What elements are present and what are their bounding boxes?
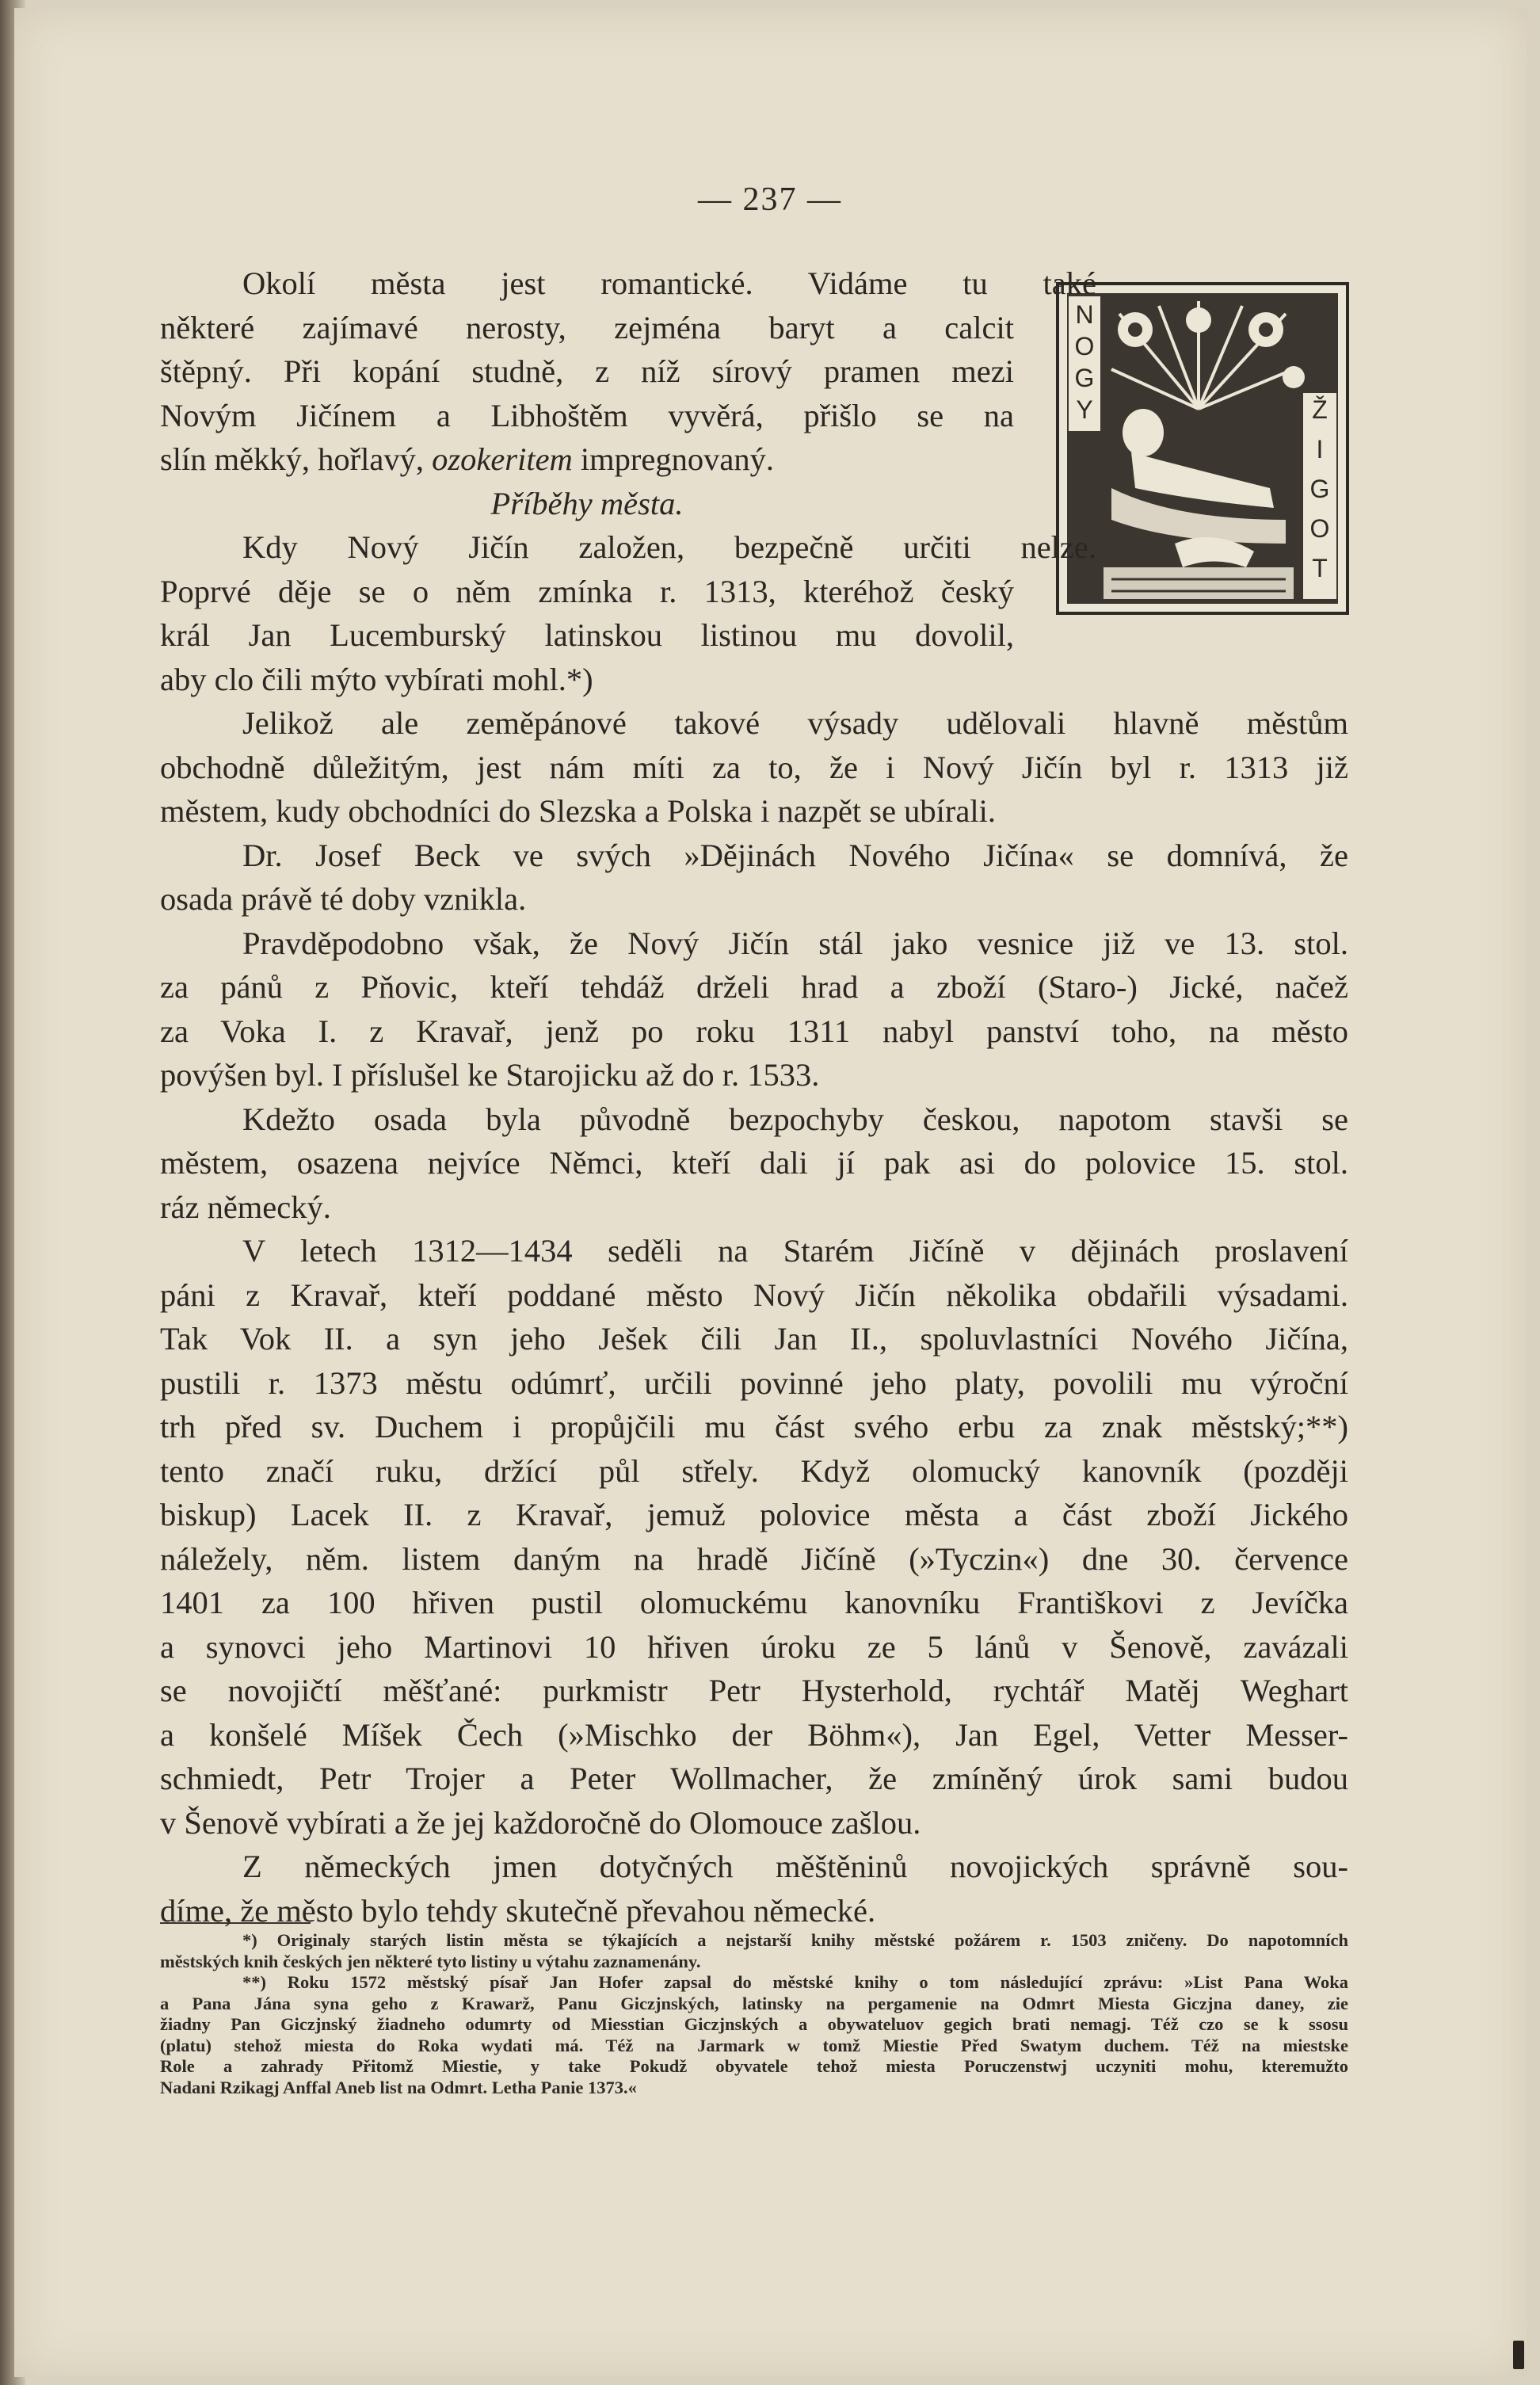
- svg-text:O: O: [1074, 332, 1095, 361]
- text-line: v Šenově vybírati a že jej každoročně do Olomouce zašlou.: [160, 1804, 921, 1841]
- text-line: městem, kudy obchodníci do Slezska a Polska i nazpět se ubírali.: [160, 793, 997, 829]
- text-line: díme, že město bylo tehdy skutečně převahou německé.: [160, 1892, 876, 1929]
- svg-text:Y: Y: [1076, 395, 1093, 424]
- text-line: Poprvé děje se o něm zmínka r. 1313, kteréhož český: [160, 573, 1014, 609]
- text-line: štěpný. Při kopání studně, z níž sírový pramen mezi: [160, 353, 1014, 389]
- text-line: Novým Jičínem a Libhoštěm vyvěrá, přišlo se na: [160, 397, 1014, 433]
- text-line: a synovci jeho Martinovi 10 hřiven úroku ze 5 lánů v Šenově, zavázali: [160, 1628, 1348, 1665]
- text-line: schmiedt, Petr Trojer a Peter Wollmacher, že zmíněný úrok sami budou: [160, 1761, 1348, 1796]
- footnote-line: Nadani Rzikagj Anffal Aneb list na Odmrt. Letha Panie 1373.«: [160, 2077, 637, 2097]
- text-line: povýšen byl. I příslušel ke Starojicku až do r. 1533.: [160, 1057, 820, 1093]
- text-line: tento značí ruku, držící půl střely. Když olomucký kanovník (později: [160, 1452, 1348, 1489]
- text-line: [160, 437, 1014, 482]
- body-text: [160, 261, 1348, 1933]
- text-line: Okolí města jest romantické. Vidáme tu také: [242, 265, 1096, 301]
- text-line: se novojičtí měšťané: purkmistr Petr Hysterhold, rychtář Matěj Weghart: [160, 1673, 1348, 1708]
- text-line: Kdežto osada byla původně bezpochyby českou, napotom stavši se: [242, 1101, 1348, 1137]
- svg-text:O: O: [1309, 514, 1330, 543]
- footnote-line: Role a zahrady Přitomž Miestie, y take Pokudž obyvatele tehož miesta Poruczenstwj uczyniti mohu, kteremužto: [160, 2056, 1348, 2076]
- text-line: Z německých jmen dotyčných měštěninů novojických správně sou-: [242, 1849, 1348, 1884]
- italic-term: ozokeritem: [432, 441, 573, 477]
- footnote-line: žiadny Pan Giczjnský žiadneho odumrty od Miesstian Giczjnských a obywateluov gegich brati nemagj. Též czo se k ssosu: [160, 2014, 1348, 2034]
- text-line: a konšelé Míšek Čech (»Mischko der Böhm«), Jan Egel, Vetter Messer-: [160, 1716, 1348, 1753]
- svg-text:T: T: [1312, 554, 1328, 582]
- text-line: městem, osazena nejvíce Němci, kteří dali jí pak asi do polovice 15. stol.: [160, 1145, 1348, 1181]
- text-line: král Jan Lucemburský latinskou listinou mu dovolil,: [160, 617, 1014, 653]
- text-line: obchodně důležitým, jest nám míti za to, že i Nový Jičín byl r. 1313 již: [160, 749, 1348, 785]
- text-line: aby clo čili mýto vybírati mohl.*): [160, 661, 593, 697]
- text-fragment: slín měkký, hořlavý,: [160, 441, 424, 477]
- svg-text:N: N: [1075, 300, 1094, 329]
- text-line: osada právě té doby vznikla.: [160, 881, 527, 917]
- page-number: — 237 —: [698, 181, 842, 218]
- text-line: biskup) Lacek II. z Kravař, jemuž polovice města a část zboží Jického: [160, 1497, 1348, 1532]
- text-fragment: impregnovaný.: [580, 441, 774, 477]
- text-line: Dr. Josef Beck ve svých »Dějinách Nového Jičína« se domnívá, že: [242, 837, 1348, 873]
- text-line: Kdy Nový Jičín založen, bezpečně určiti nelze.: [242, 529, 1096, 565]
- page-edge-mark: [1513, 2341, 1524, 2369]
- text-line: pustili r. 1373 městu odúmrť, určili povinné jeho platy, povolili mu výroční: [160, 1364, 1348, 1401]
- text-line: V letech 1312—1434 seděli na Starém Jičíně v dějinách proslavení: [242, 1233, 1348, 1269]
- svg-text:Ž: Ž: [1312, 395, 1328, 424]
- text-line: za pánů z Pňovic, kteří tehdáž drželi hrad a zboží (Staro-) Jické, načež: [160, 969, 1348, 1005]
- text-line: ráz německý.: [160, 1189, 331, 1225]
- footnote-line: **) Roku 1572 městský písař Jan Hofer zapsal do městské knihy o tom následující zprávu: »List Pana Woka: [242, 1972, 1348, 1992]
- text-line: trh před sv. Duchem i propůjčili mu část svého erbu za znak městský;**): [160, 1409, 1348, 1444]
- footnote-line: (platu) stehož miesta do Roka wydati má. Též na Jarmark w tomž Miestie Před Swatym duchem. Též na miestske: [160, 2035, 1348, 2055]
- text-line: některé zajímavé nerosty, zejména baryt a calcit: [160, 309, 1014, 345]
- svg-text:G: G: [1309, 475, 1330, 503]
- footnote-line: městských knih českých jen některé tyto listiny u výtahu zaznamenány.: [160, 1951, 701, 1971]
- footnotes: [160, 1930, 1348, 2098]
- text-line: za Voka I. z Kravař, jenž po roku 1311 nabyl panství toho, na město: [160, 1013, 1348, 1049]
- text-line: 1401 za 100 hřiven pustil olomuckému kanovníku Františkovi z Jevíčka: [160, 1585, 1348, 1620]
- text-line: Tak Vok II. a syn jeho Ješek čili Jan II., spoluvlastníci Nového Jičína,: [160, 1321, 1348, 1357]
- text-line: páni z Kravař, kteří poddané město Nový Jičín několika obdařili výsadami.: [160, 1276, 1348, 1313]
- footnote-divider: [160, 1922, 311, 1924]
- text-line: Jelikož ale zeměpánové takové výsady udělovali hlavně městům: [242, 705, 1348, 741]
- svg-text:G: G: [1074, 364, 1095, 392]
- svg-text:I: I: [1316, 435, 1324, 464]
- footnote-line: a Pana Jána syna geho z Krawarž, Panu Giczjnských, latinsky na pergamenie na Odmrt Miesta Giczjna daney, zie: [160, 1993, 1348, 2013]
- text-line: Pravděpodobno však, že Nový Jičín stál jako vesnice již ve 13. stol.: [242, 925, 1348, 961]
- footnote-line: *) Originaly starých listin města se týkajících a nejstarší knihy městské požárem r. 1503 zničeny. Do napotomních: [242, 1930, 1348, 1950]
- text-line: náležely, něm. listem daným na hradě Jičíně (»Tyczin«) dne 30. července: [160, 1540, 1348, 1577]
- section-heading: Příběhy města.: [490, 485, 684, 521]
